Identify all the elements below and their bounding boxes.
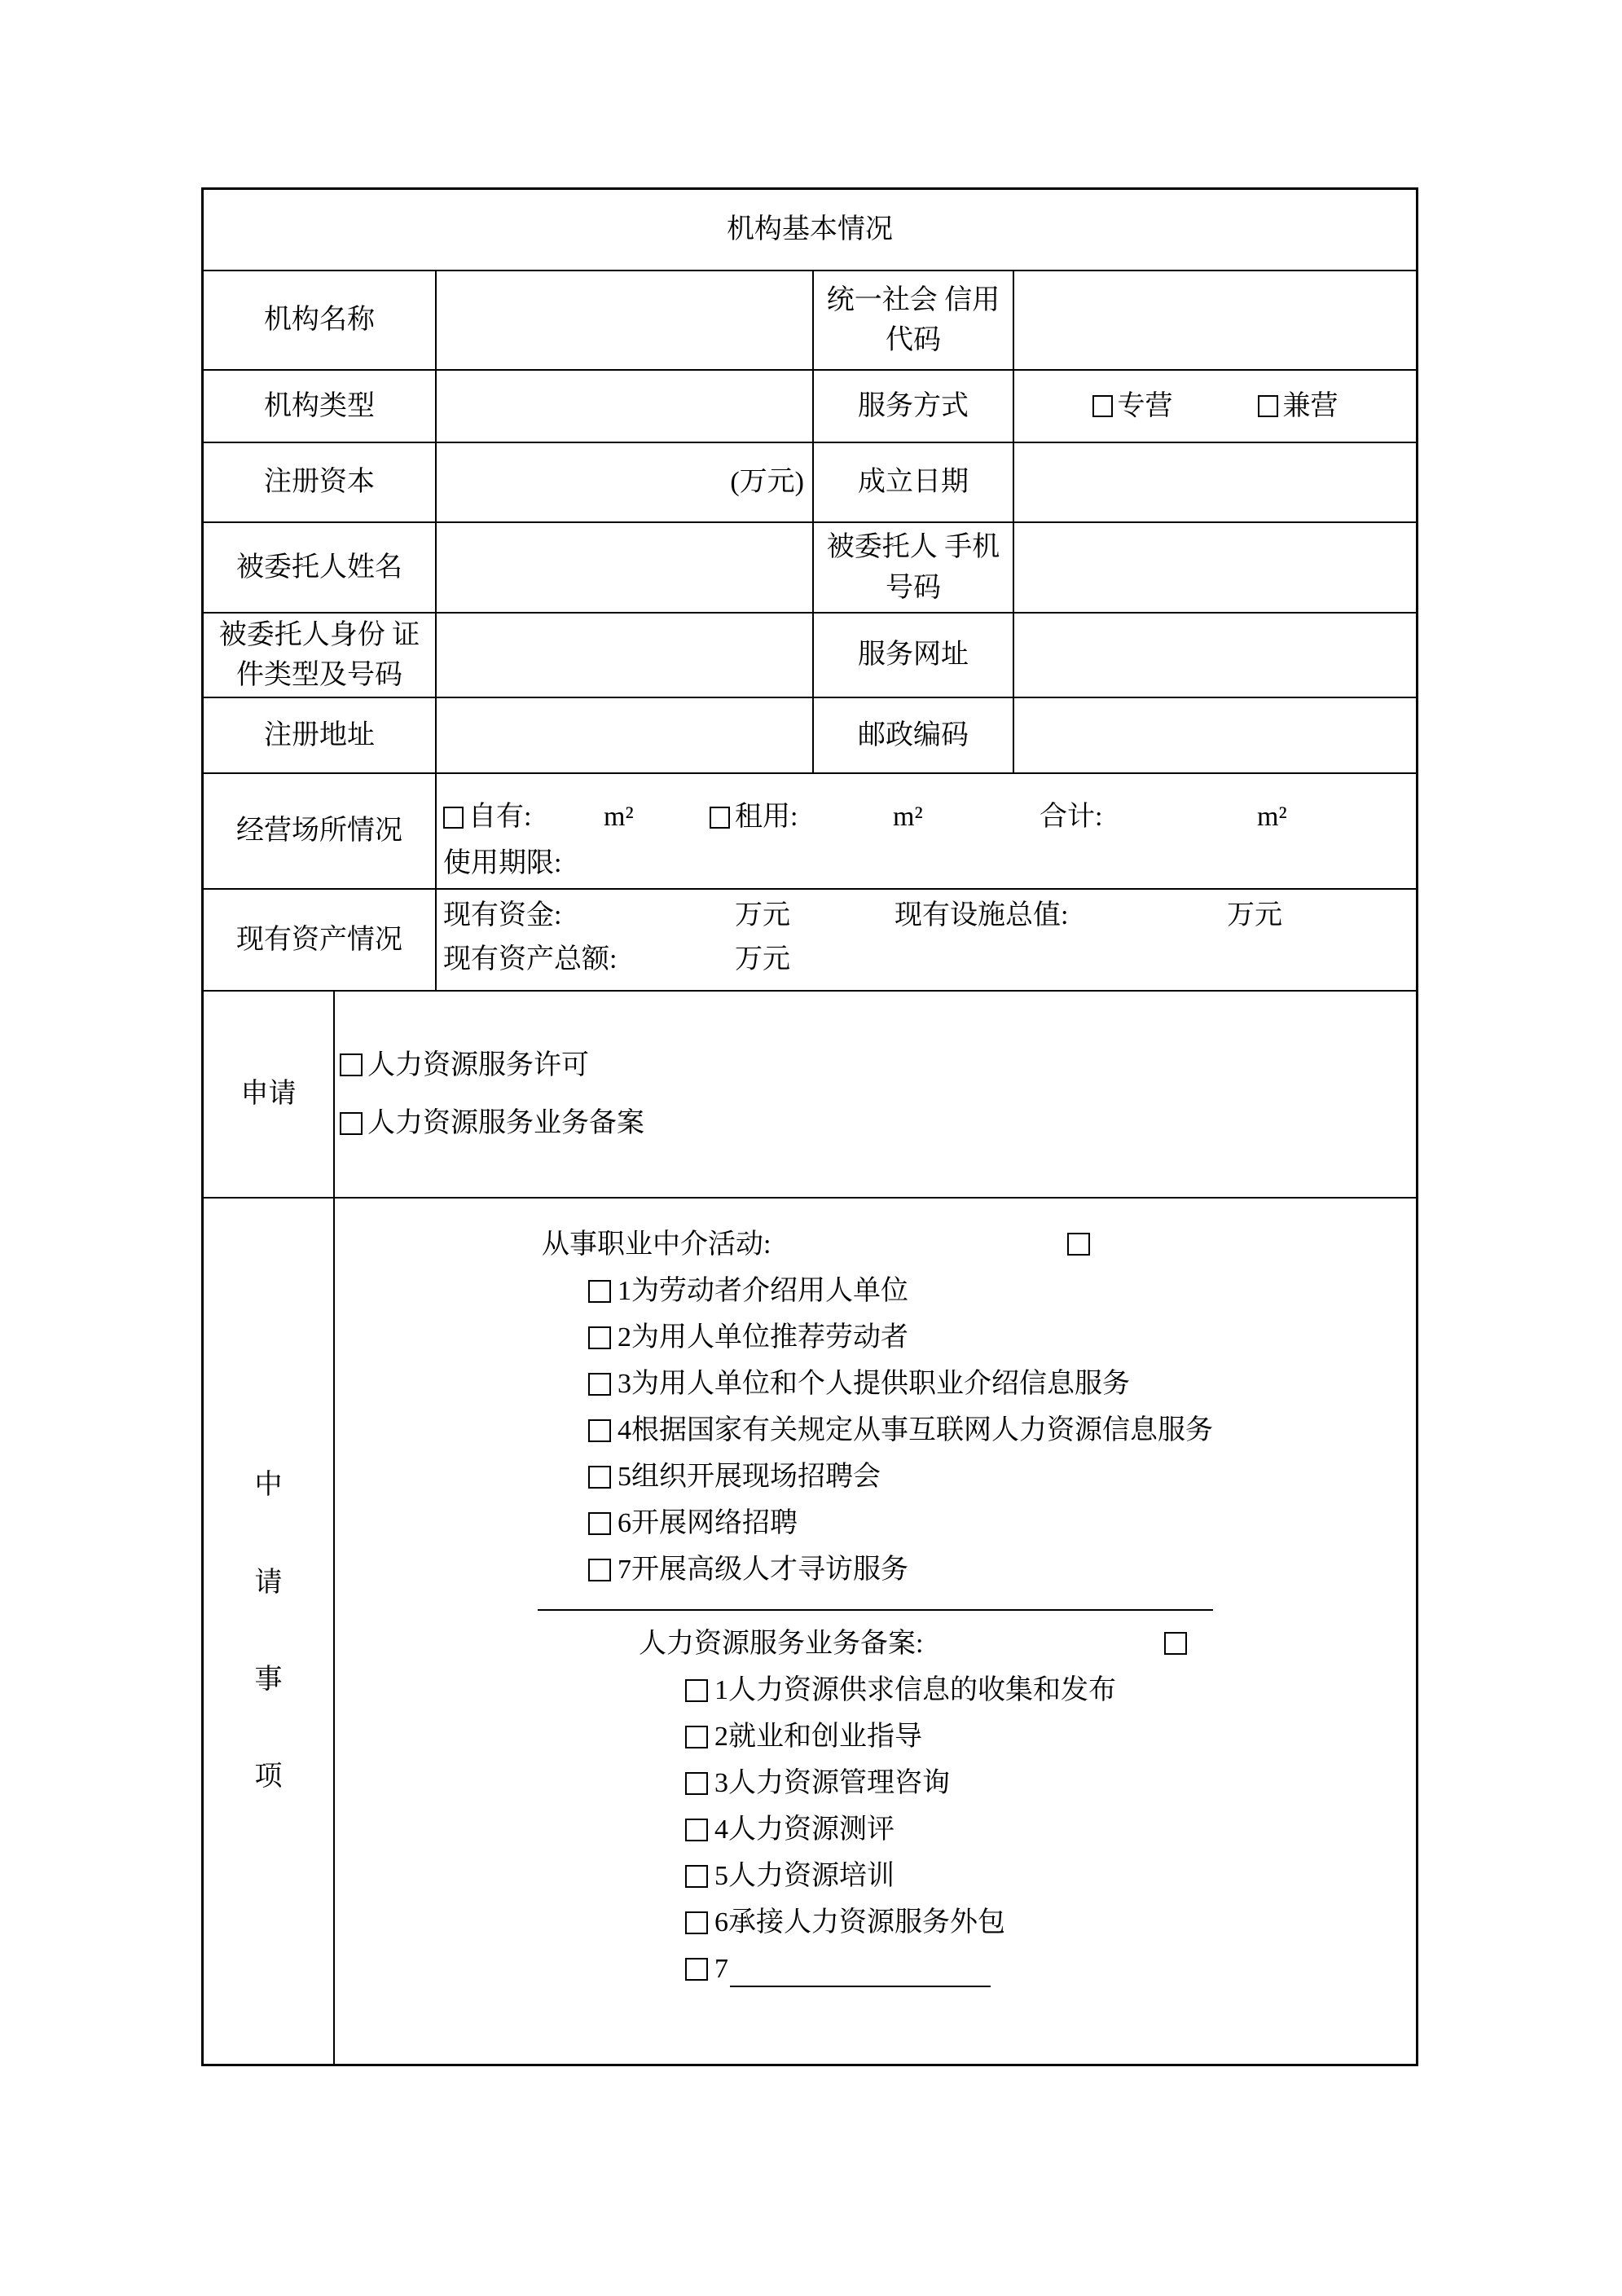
matters-vertical-label bbox=[204, 1199, 335, 2064]
application-row bbox=[204, 992, 1416, 1199]
matters-label-char: 请 bbox=[254, 1567, 283, 1598]
premises-rent-option bbox=[710, 803, 798, 831]
delegate-phone-input[interactable] bbox=[1014, 523, 1416, 612]
checklist-item bbox=[685, 1760, 1116, 1806]
item-checkbox[interactable] bbox=[685, 1865, 708, 1888]
item-checkbox[interactable] bbox=[685, 1911, 708, 1934]
item-checkbox[interactable] bbox=[685, 1772, 708, 1795]
item-text: 7 bbox=[714, 1953, 728, 1984]
checkbox[interactable] bbox=[340, 1053, 363, 1076]
item7-fill-in-blank[interactable] bbox=[730, 1986, 991, 1987]
job-intermediary-header: 从事职业中介活动: bbox=[542, 1229, 771, 1260]
funds-unit: 万元 bbox=[735, 900, 790, 930]
item-checkbox[interactable] bbox=[685, 1819, 708, 1841]
delegate-row bbox=[204, 523, 1416, 614]
hr-filing-header-line bbox=[639, 1621, 1116, 1667]
application-options bbox=[335, 992, 1416, 1197]
credit-code-label bbox=[814, 271, 1014, 369]
application-option-label: 人力资源服务业务备案 bbox=[367, 1108, 644, 1138]
premises-row bbox=[204, 774, 1416, 890]
checklist-item bbox=[588, 1500, 1213, 1546]
assets-label: 现有资产情况 bbox=[204, 890, 437, 990]
credit-code-label-line1: 统一社会 信用 bbox=[826, 284, 1000, 315]
item-checkbox[interactable] bbox=[588, 1559, 611, 1581]
own-label: 自有: bbox=[468, 802, 532, 832]
job-intermediary-items bbox=[542, 1268, 1213, 1593]
delegate-name-input[interactable] bbox=[437, 523, 814, 612]
checklist-item bbox=[588, 1268, 1213, 1314]
service-mode-option bbox=[1092, 386, 1173, 426]
assets-detail-cell bbox=[437, 890, 1416, 990]
item-text: 1为劳动者介绍用人单位 bbox=[618, 1275, 908, 1306]
job-intermediary-checkbox[interactable] bbox=[1067, 1233, 1090, 1256]
org-name-label: 机构名称 bbox=[204, 271, 437, 369]
checkbox[interactable] bbox=[340, 1112, 363, 1135]
premises-detail-cell bbox=[437, 774, 1416, 888]
established-date-input[interactable] bbox=[1014, 443, 1416, 521]
hr-filing-header: 人力资源服务业务备案: bbox=[639, 1628, 924, 1659]
institution-basic-info-table bbox=[201, 187, 1418, 2066]
item-text: 1人力资源供求信息的收集和发布 bbox=[714, 1674, 1116, 1705]
item-text: 4人力资源测评 bbox=[714, 1814, 895, 1845]
address-input[interactable] bbox=[437, 698, 814, 772]
item-checkbox[interactable] bbox=[685, 1679, 708, 1702]
application-matters-row bbox=[204, 1199, 1416, 2064]
premises-own-option bbox=[443, 803, 531, 831]
facilities-unit: 万元 bbox=[1227, 900, 1282, 930]
credit-code-input[interactable] bbox=[1014, 271, 1416, 369]
established-date-label: 成立日期 bbox=[814, 443, 1014, 521]
address-row bbox=[204, 698, 1416, 774]
checkbox[interactable] bbox=[443, 807, 464, 829]
item-checkbox[interactable] bbox=[685, 1958, 708, 1981]
matters-label-char: 中 bbox=[254, 1470, 283, 1501]
item-text: 7开展高级人才寻访服务 bbox=[618, 1554, 908, 1585]
application-option-label: 人力资源服务许可 bbox=[367, 1049, 589, 1080]
delegate-phone-label-line2: 号码 bbox=[886, 572, 941, 603]
rent-label: 租用: bbox=[735, 802, 798, 832]
item-checkbox[interactable] bbox=[685, 1726, 708, 1748]
application-option bbox=[340, 1103, 644, 1143]
checkbox[interactable] bbox=[710, 807, 730, 829]
checklist-item bbox=[685, 1853, 1116, 1899]
item-text: 5人力资源培训 bbox=[714, 1860, 895, 1891]
rent-area-unit: m² bbox=[893, 802, 923, 832]
delegate-id-input[interactable] bbox=[437, 614, 814, 697]
delegate-name-label: 被委托人姓名 bbox=[204, 523, 437, 612]
checkbox[interactable] bbox=[1258, 395, 1278, 417]
facilities-label: 现有设施总值: bbox=[895, 900, 1069, 930]
item-text: 2就业和创业指导 bbox=[714, 1721, 922, 1752]
option-label: 兼营 bbox=[1282, 390, 1338, 421]
delegate-id-label-line1: 被委托人身份 证 bbox=[218, 619, 420, 650]
checklist-item bbox=[588, 1546, 1213, 1593]
delegate-phone-label bbox=[814, 523, 1014, 612]
item-text: 5组织开展现场招聘会 bbox=[618, 1461, 881, 1492]
checklist-item bbox=[685, 1806, 1116, 1853]
checkbox[interactable] bbox=[1092, 395, 1113, 417]
service-mode-options bbox=[1014, 371, 1416, 442]
matters-label-char: 事 bbox=[254, 1665, 283, 1695]
item-text: 2为用人单位推荐劳动者 bbox=[618, 1322, 908, 1353]
org-name-input[interactable] bbox=[437, 271, 814, 369]
item-text: 4根据国家有关规定从事互联网人力资源信息服务 bbox=[618, 1414, 1213, 1445]
checklist-item bbox=[588, 1407, 1213, 1454]
option-label: 专营 bbox=[1117, 390, 1173, 421]
matters-label-char: 项 bbox=[254, 1762, 283, 1792]
capital-unit: (万元) bbox=[730, 467, 804, 498]
assets-total-unit: 万元 bbox=[735, 944, 790, 974]
org-type-row bbox=[204, 371, 1416, 443]
assets-total-label: 现有资产总额: bbox=[443, 944, 618, 974]
service-website-input[interactable] bbox=[1014, 614, 1416, 697]
org-name-row bbox=[204, 271, 1416, 371]
capital-row bbox=[204, 443, 1416, 523]
item-checkbox[interactable] bbox=[588, 1280, 611, 1303]
postal-code-input[interactable] bbox=[1014, 698, 1416, 772]
own-area-unit: m² bbox=[604, 802, 634, 832]
checklist-item bbox=[588, 1454, 1213, 1500]
total-area-label: 合计: bbox=[1040, 802, 1103, 832]
matters-content bbox=[335, 1199, 1416, 2064]
item-checkbox[interactable] bbox=[588, 1419, 611, 1442]
premises-label: 经营场所情况 bbox=[204, 774, 437, 888]
capital-label: 注册资本 bbox=[204, 443, 437, 521]
use-period-label: 使用期限: bbox=[443, 848, 562, 878]
form-title: 机构基本情况 bbox=[727, 214, 893, 245]
item-checkbox[interactable] bbox=[588, 1466, 611, 1489]
item-checkbox[interactable] bbox=[588, 1373, 611, 1396]
item-text: 6开展网络招聘 bbox=[618, 1507, 798, 1538]
title-row bbox=[204, 190, 1416, 271]
item-text: 3为用人单位和个人提供职业介绍信息服务 bbox=[618, 1368, 1130, 1399]
delegate-id-row bbox=[204, 614, 1416, 698]
item-text: 6承接人力资源服务外包 bbox=[714, 1907, 1005, 1938]
hr-filing-items bbox=[639, 1667, 1116, 1992]
org-type-label: 机构类型 bbox=[204, 371, 437, 442]
application-option bbox=[340, 1045, 589, 1085]
total-area-unit: m² bbox=[1257, 802, 1287, 832]
funds-label: 现有资金: bbox=[443, 900, 562, 930]
delegate-phone-label-line1: 被委托人 手机 bbox=[826, 532, 1000, 563]
hr-filing-checkbox[interactable] bbox=[1164, 1632, 1187, 1655]
delegate-id-label bbox=[204, 614, 437, 697]
assets-row bbox=[204, 890, 1416, 992]
application-label: 申请 bbox=[204, 992, 335, 1197]
capital-input[interactable] bbox=[437, 443, 814, 521]
item-checkbox[interactable] bbox=[588, 1326, 611, 1349]
service-mode-option bbox=[1258, 386, 1338, 426]
job-intermediary-header-line bbox=[542, 1221, 1213, 1268]
hr-filing-section bbox=[635, 1611, 1116, 2064]
delegate-id-label-line2: 件类型及号码 bbox=[236, 660, 402, 690]
checklist-item bbox=[685, 1899, 1116, 1946]
job-intermediary-section bbox=[538, 1199, 1213, 1611]
checklist-item bbox=[588, 1314, 1213, 1361]
postal-code-label: 邮政编码 bbox=[814, 698, 1014, 772]
item-checkbox[interactable] bbox=[588, 1512, 611, 1535]
address-label: 注册地址 bbox=[204, 698, 437, 772]
checklist-item bbox=[685, 1667, 1116, 1713]
item-text: 3人力资源管理咨询 bbox=[714, 1767, 950, 1798]
org-type-input[interactable] bbox=[437, 371, 814, 442]
service-mode-label: 服务方式 bbox=[814, 371, 1014, 442]
service-website-label: 服务网址 bbox=[814, 614, 1014, 697]
checklist-item bbox=[685, 1713, 1116, 1760]
checklist-item bbox=[588, 1361, 1213, 1407]
credit-code-label-line2: 代码 bbox=[886, 325, 941, 355]
